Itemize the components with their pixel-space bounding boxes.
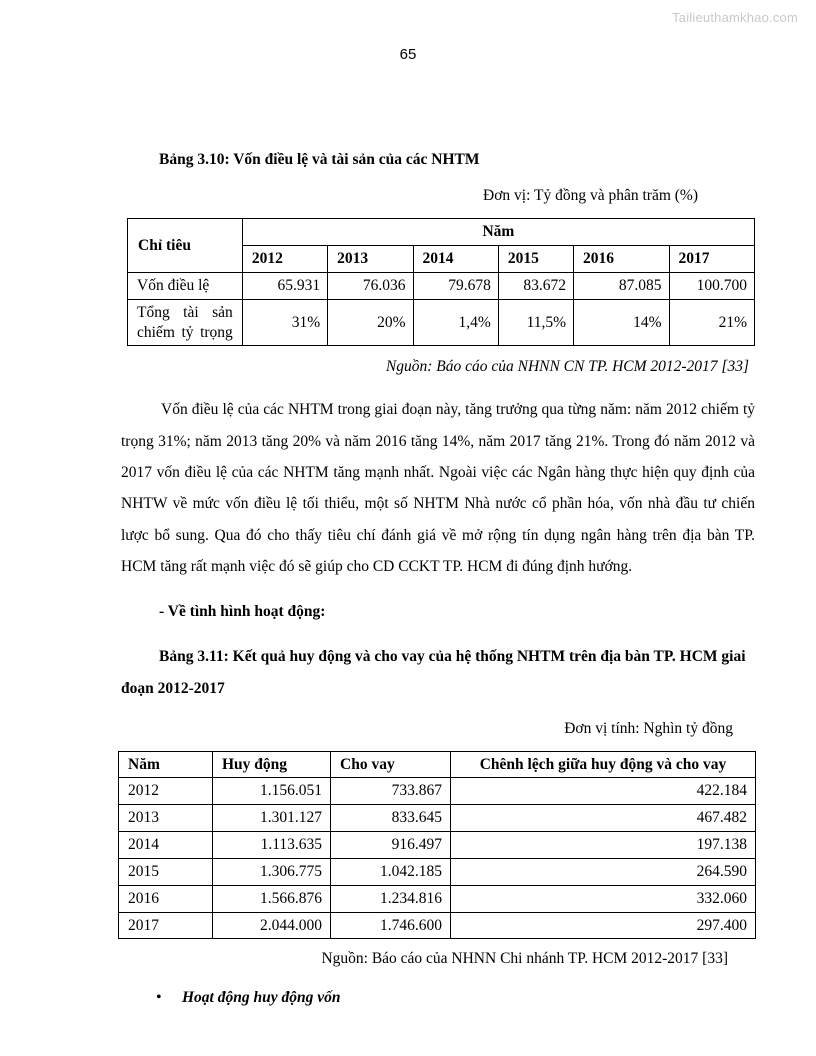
bullet-item-hoat-dong-huy-dong-von <box>121 989 755 1007</box>
table-311-source: Nguồn: Báo cáo của NHNN Chi nhánh TP. HCM 2012-2017 [33] <box>321 950 728 968</box>
body-paragraph-1: Vốn điều lệ của các NHTM trong giai đoạn này, tăng trưởng qua từng năm: năm 2012 chiếm tỷ trọng 31%; năm 2013 tăng 20% và năm 2016 tăng 14%, năm 2017 tăng 21%. Trong đó năm 2012 và 2017 vốn điều lệ của các NHTM tăng mạnh nhất. Ngoài việc các Ngân hàng thực hiện quy định của NHTW về mức vốn điều lệ tối thiểu, một số NHTM Nhà nước cổ phần hóa, vốn nhà đầu tư chiến lược bổ sung. Qua đó cho thấy tiêu chí đánh giá về mở rộng tín dụng ngân hàng trên địa bàn TP. HCM tăng rất mạnh việc đó sẽ giúp cho CD CCKT TP. HCM đi đúng định hướng. <box>121 401 755 575</box>
table-310-cell: 20% <box>328 299 413 346</box>
table-row <box>119 778 756 805</box>
table-310-year-2015: 2015 <box>498 246 573 273</box>
table-311-cell-year: 2012 <box>119 778 213 805</box>
table-311-cell-year: 2013 <box>119 805 213 832</box>
table-311-col-chenh-lech: Chênh lệch giữa huy động và cho vay <box>451 751 756 778</box>
table-311-cell-chenh-lech: 422.184 <box>451 778 756 805</box>
table-311-col-cho-vay: Cho vay <box>331 751 451 778</box>
table-311-cell-cho-vay: 1.042.185 <box>331 858 451 885</box>
table-310-cell: 11,5% <box>498 299 573 346</box>
table-311-cell-year: 2014 <box>119 832 213 859</box>
table-310 <box>127 218 755 346</box>
table-310-year-2014: 2014 <box>413 246 498 273</box>
table-311-title: Bảng 3.11: Kết quả huy động và cho vay của hệ thống NHTM trên địa bàn TP. HCM giai đoạn 2012-2017 <box>121 648 746 697</box>
table-311-cell-huy-dong: 1.156.051 <box>213 778 331 805</box>
watermark-text: Tailieuthamkhao.com <box>672 10 798 25</box>
table-311-unit-note: Đơn vị tính: Nghìn tỷ đồng <box>564 720 733 737</box>
table-310-year-2012: 2012 <box>242 246 327 273</box>
table-row <box>128 219 755 246</box>
table-310-source: Nguồn: Báo cáo của NHNN CN TP. HCM 2012-2017 [33] <box>385 358 749 376</box>
table-311-cell-huy-dong: 1.306.775 <box>213 858 331 885</box>
table-row <box>119 751 756 778</box>
table-310-cell: 31% <box>242 299 327 346</box>
table-311-cell-chenh-lech: 332.060 <box>451 885 756 912</box>
table-310-cell: 14% <box>574 299 670 346</box>
row-label-line1: Tổng tài sản <box>137 303 233 321</box>
table-311-cell-cho-vay: 1.746.600 <box>331 912 451 939</box>
table-311-cell-huy-dong: 2.044.000 <box>213 912 331 939</box>
table-311-cell-huy-dong: 1.566.876 <box>213 885 331 912</box>
table-311-cell-huy-dong: 1.301.127 <box>213 805 331 832</box>
page-content <box>121 0 755 1007</box>
table-311-cell-chenh-lech: 197.138 <box>451 832 756 859</box>
table-row <box>119 858 756 885</box>
table-310-cell: 1,4% <box>413 299 498 346</box>
table-311-col-nam: Năm <box>119 751 213 778</box>
table-311-cell-cho-vay: 916.497 <box>331 832 451 859</box>
table-row <box>119 832 756 859</box>
subheading-tinh-hinh-hoat-dong: - Về tình hình hoạt động: <box>159 603 326 621</box>
table-row <box>119 912 756 939</box>
table-310-title: Bảng 3.10: Vốn điều lệ và tài sản của các NHTM <box>159 151 480 168</box>
page-number: 65 <box>399 46 417 63</box>
table-311-cell-cho-vay: 833.645 <box>331 805 451 832</box>
table-310-unit-note: Đơn vị: Tỷ đồng và phân trăm (%) <box>483 186 698 204</box>
table-311-cell-chenh-lech: 264.590 <box>451 858 756 885</box>
table-311-cell-year: 2016 <box>119 885 213 912</box>
table-310-cell: 83.672 <box>498 272 573 299</box>
table-311-col-huy-dong: Huy động <box>213 751 331 778</box>
table-311-cell-year: 2017 <box>119 912 213 939</box>
table-310-cell: 65.931 <box>242 272 327 299</box>
table-311-cell-chenh-lech: 467.482 <box>451 805 756 832</box>
table-310-row-label-tong-tai-san <box>128 299 243 346</box>
table-311-cell-huy-dong: 1.113.635 <box>213 832 331 859</box>
table-row <box>119 885 756 912</box>
table-310-group-header: Năm <box>242 219 754 246</box>
table-310-corner-header: Chỉ tiêu <box>128 219 243 273</box>
table-row <box>128 272 755 299</box>
table-310-cell: 76.036 <box>328 272 413 299</box>
table-310-cell: 21% <box>669 299 754 346</box>
table-310-year-2016: 2016 <box>574 246 670 273</box>
table-310-cell: 79.678 <box>413 272 498 299</box>
table-310-cell: 87.085 <box>574 272 670 299</box>
table-row <box>119 805 756 832</box>
table-311-cell-cho-vay: 733.867 <box>331 778 451 805</box>
table-311-cell-cho-vay: 1.234.816 <box>331 885 451 912</box>
bullet-item-label: Hoạt động huy động vốn <box>182 988 341 1006</box>
bullet-dot-icon: • <box>156 988 162 1006</box>
row-label-line2: chiếm tỷ trọng <box>137 323 233 341</box>
table-311 <box>118 751 756 940</box>
table-311-cell-chenh-lech: 297.400 <box>451 912 756 939</box>
table-310-year-2017: 2017 <box>669 246 754 273</box>
table-row <box>128 299 755 346</box>
table-311-cell-year: 2015 <box>119 858 213 885</box>
table-310-year-2013: 2013 <box>328 246 413 273</box>
table-310-row-label-von-dieu-le: Vốn điều lệ <box>128 272 243 299</box>
table-310-cell: 100.700 <box>669 272 754 299</box>
